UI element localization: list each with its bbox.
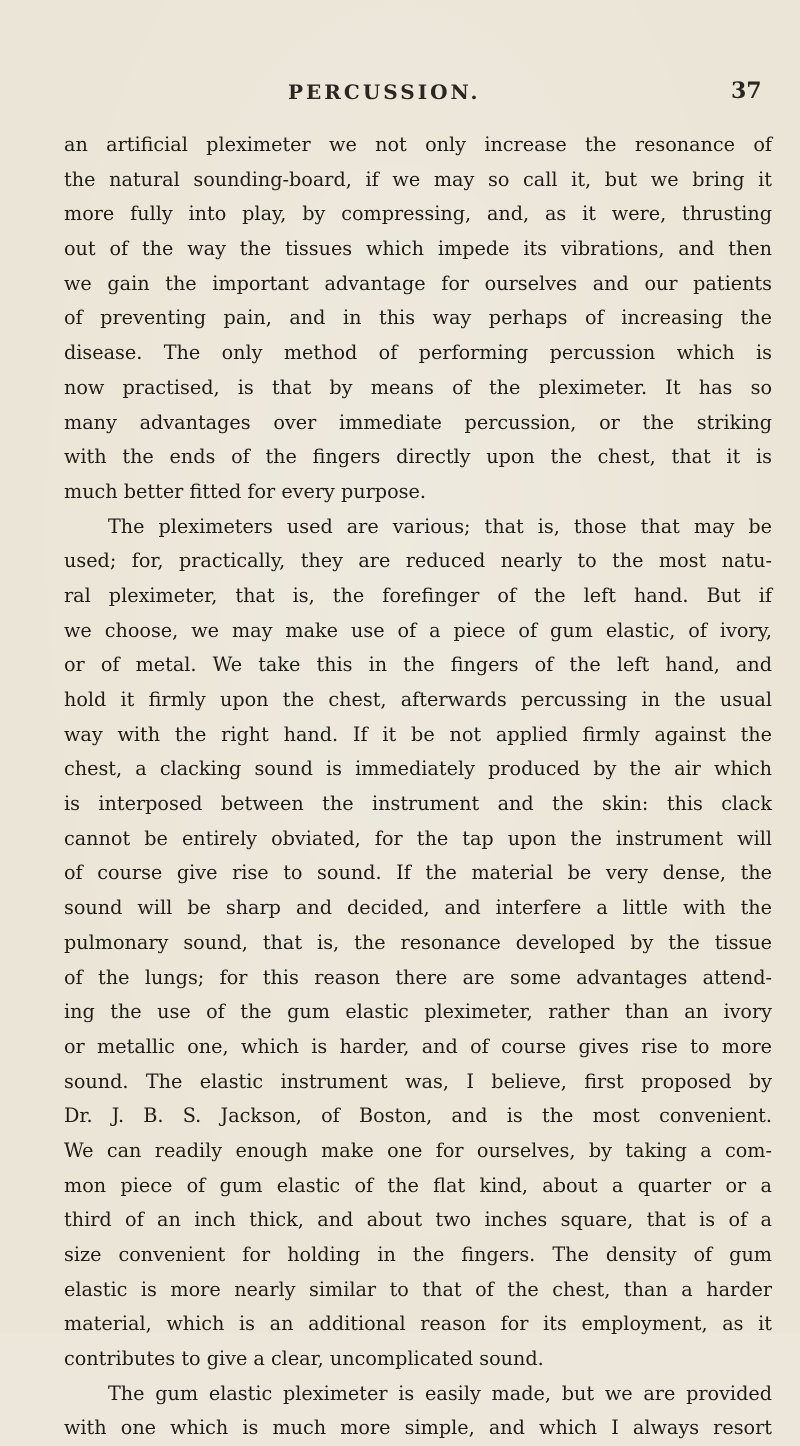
text-line: third of an inch thick, and about two inches square, that is of a: [64, 1208, 772, 1232]
text-line: sound. The elastic instrument was, I believe, first proposed by: [64, 1069, 772, 1093]
text-line: ral pleximeter, that is, the forefinger of the left hand. But if: [64, 583, 772, 607]
text-line: with one which is much more simple, and which I always resort: [64, 1416, 772, 1440]
text-line: the natural sounding-board, if we may so call it, but we bring it: [64, 167, 772, 191]
text-line: many advantages over immediate percussion, or the striking: [64, 410, 772, 434]
text-line: sound will be sharp and decided, and interfere a little with the: [64, 896, 772, 920]
paragraph-end-line: contributes to give a clear, uncomplicated sound.: [64, 1347, 544, 1371]
text-line: out of the way the tissues which impede its vibrations, and then: [64, 237, 772, 261]
text-line: or metallic one, which is harder, and of course gives rise to more: [64, 1034, 772, 1058]
text-line: an artificial pleximeter we not only increase the resonance of: [64, 133, 772, 156]
body-text: [64, 128, 772, 1446]
text-line: ing the use of the gum elastic pleximeter, rather than an ivory: [64, 1000, 772, 1024]
text-line: Dr. J. B. S. Jackson, of Boston, and is the most convenient.: [64, 1104, 772, 1128]
text-line: size convenient for holding in the fingers. The density of gum: [64, 1243, 772, 1266]
text-line: pulmonary sound, that is, the resonance developed by the tissue: [64, 930, 772, 954]
text-line: of course give rise to sound. If the material be very dense, the: [64, 861, 772, 885]
text-line: more fully into play, by compressing, and, as it were, thrusting: [64, 202, 772, 226]
running-title: PERCUSSION.: [288, 80, 481, 104]
paragraph-start-line: The pleximeters used are various; that is, those that may be: [108, 514, 772, 538]
text-line: way with the right hand. If it be not applied firmly against the: [64, 722, 772, 746]
text-line: hold it firmly upon the chest, afterwards percussing in the usual: [64, 688, 772, 711]
running-head: [0, 80, 800, 114]
page-number: 37: [731, 78, 762, 104]
text-line: chest, a clacking sound is immediately produced by the air which: [64, 757, 772, 781]
paragraph-start-line: The gum elastic pleximeter is easily made, but we are provided: [108, 1381, 772, 1405]
text-line: is interposed between the instrument and the skin: this clack: [64, 792, 772, 816]
text-line: We can readily enough make one for ourselves, by taking a com-: [64, 1138, 772, 1162]
text-line: with the ends of the fingers directly upon the chest, that it is: [64, 445, 772, 469]
text-line: mon piece of gum elastic of the flat kind, about a quarter or a: [64, 1173, 772, 1197]
text-line: we choose, we may make use of a piece of gum elastic, of ivory,: [64, 618, 772, 642]
text-line: disease. The only method of performing percussion which is: [64, 341, 772, 365]
text-line: of the lungs; for this reason there are some advantages attend-: [64, 965, 772, 989]
text-line: cannot be entirely obviated, for the tap upon the instrument will: [64, 826, 772, 850]
text-line: used; for, practically, they are reduced nearly to the most natu-: [64, 549, 772, 573]
text-line: of preventing pain, and in this way perhaps of increasing the: [64, 306, 772, 330]
paragraph-end-line: much better fitted for every purpose.: [64, 479, 426, 503]
text-line: or of metal. We take this in the fingers of the left hand, and: [64, 653, 772, 677]
text-line: material, which is an additional reason for its employment, as it: [64, 1312, 772, 1336]
text-line: we gain the important advantage for ourselves and our patients: [64, 271, 772, 295]
text-line: now practised, is that by means of the pleximeter. It has so: [64, 375, 772, 399]
text-line: elastic is more nearly similar to that of the chest, than a harder: [64, 1277, 772, 1301]
